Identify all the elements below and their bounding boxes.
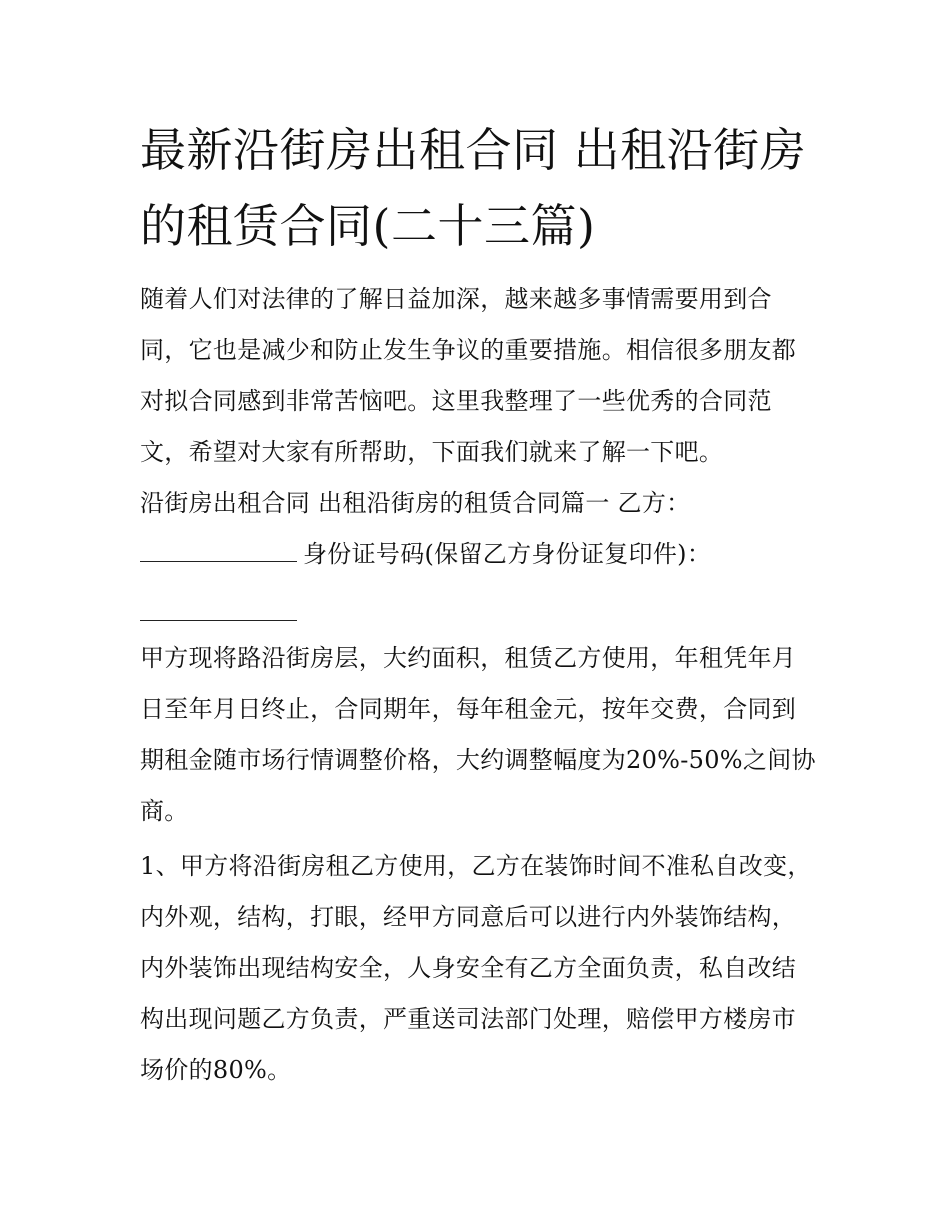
section-heading: 沿街房出租合同 出租沿街房的租赁合同篇一 乙方： — [140, 489, 691, 517]
clause-1-paragraph: 1、甲方将沿街房租乙方使用，乙方在装饰时间不准私自改变，内外观，结构，打眼，经甲方同意后可以进行内外装饰结构，内外装饰出现结构安全，人身安全有乙方全面负责，私自改结构出现问题乙方负责，严重送司法部门处理，赔偿甲方楼房市场价的80%。 — [140, 852, 812, 1084]
document-title: 最新沿街房出租合同 出租沿街房的租赁合同(二十三篇) — [140, 123, 807, 253]
id-number-line — [140, 529, 820, 580]
terms-paragraph: 甲方现将路沿街房层，大约面积，租赁乙方使用，年租凭年月日至年月日终止，合同期年，每年租金元，按年交费，合同到期租金随市场行情调整价格，大约调整幅度为20%-50%之间协商。 — [140, 644, 816, 825]
intro-paragraph: 随着人们对法律的了解日益加深，越来越多事情需要用到合同，它也是减少和防止发生争议的重要措施。相信很多朋友都对拟合同感到非常苦恼吧。这里我整理了一些优秀的合同范文，希望对大家有所帮助，下面我们就来了解一下吧。 — [140, 285, 797, 466]
document-page — [140, 112, 820, 1096]
id-number-blank — [140, 580, 297, 621]
id-number-label: 身份证号码(保留乙方身份证复印件)： — [303, 540, 712, 568]
party-b-name-blank — [140, 531, 297, 562]
